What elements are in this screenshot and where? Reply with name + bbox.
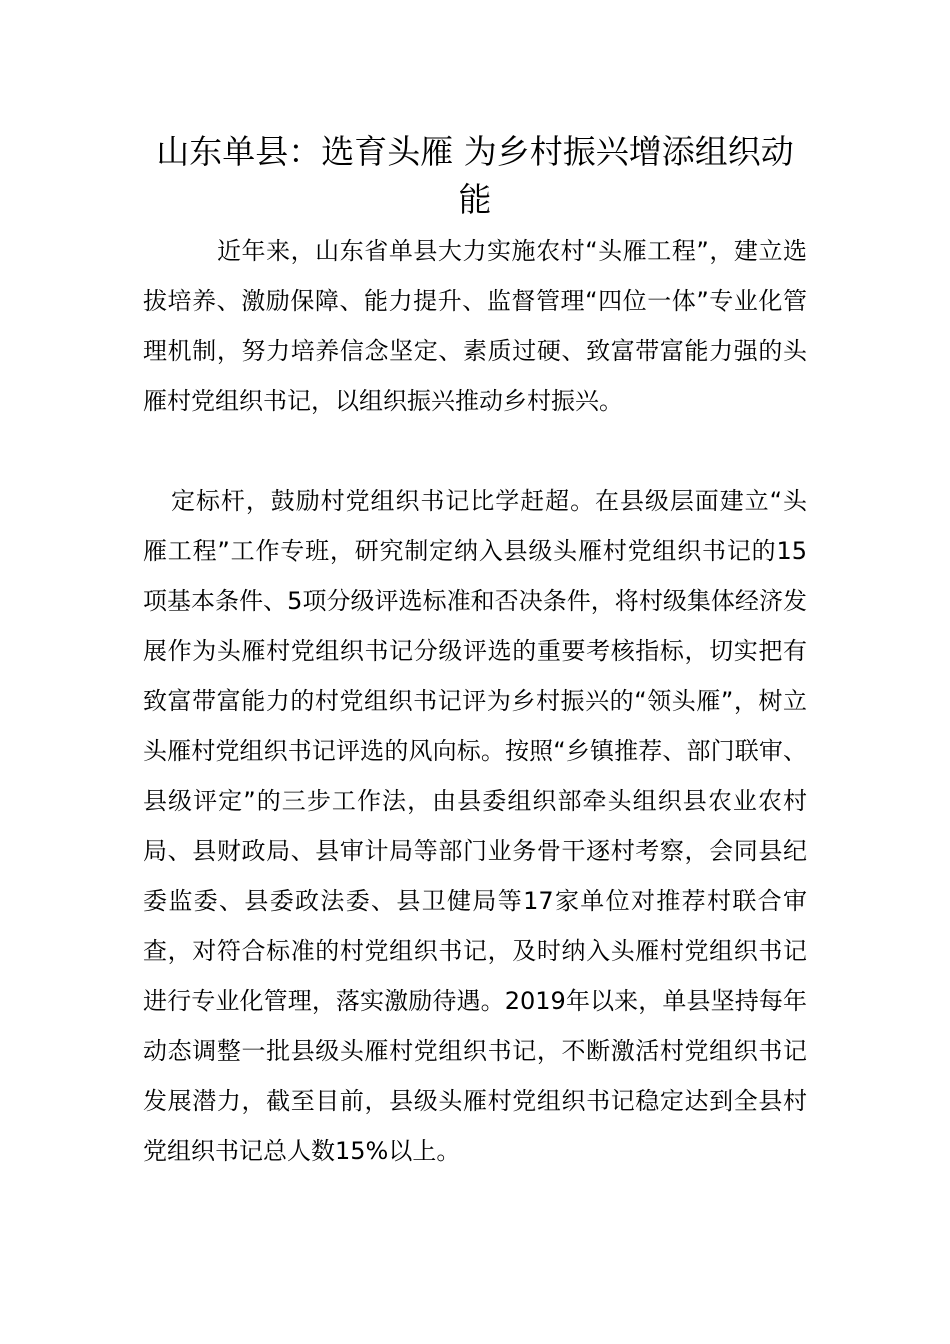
document-title: 山东单县：选育头雁 为乡村振兴增添组织动能 (156, 132, 794, 219)
paragraph-intro: 近年来，山东省单县大力实施农村“头雁工程”，建立选拔培养、激励保障、能力提升、监督管理“四位一体”专业化管理机制，努力培养信念坚定、素质过硬、致富带富能力强的头雁村党组织书记，以组织振兴推动乡村振兴。 (143, 237, 807, 415)
paragraph-benchmark: 定标杆，鼓励村党组织书记比学赶超。在县级层面建立“头雁工程”工作专班，研究制定纳入县级头雁村党组织书记的15项基本条件、5项分级评选标准和否决条件，将村级集体经济发展作为头雁村党组织书记分级评选的重要考核指标，切实把有致富带富能力的村党组织书记评为乡村振兴的“领头雁”，树立头雁村党组织书记评选的风向标。按照“乡镇推荐、部门联审、县级评定”的三步工作法，由县委组织部牵头组织县农业农村局、县财政局、县审计局等部门业务骨干逐村考察，会同县纪委监委、县委政法委、县卫健局等17家单位对推荐村联合审查，对符合标准的村党组织书记，及时纳入头雁村党组织书记进行专业化管理，落实激励待遇。2019年以来，单县坚持每年动态调整一批县级头雁村党组织书记，不断激活村党组织书记发展潜力，截至目前，县级头雁村党组织书记稳定达到全县村党组织书记总人数15%以上。 (143, 487, 807, 1165)
